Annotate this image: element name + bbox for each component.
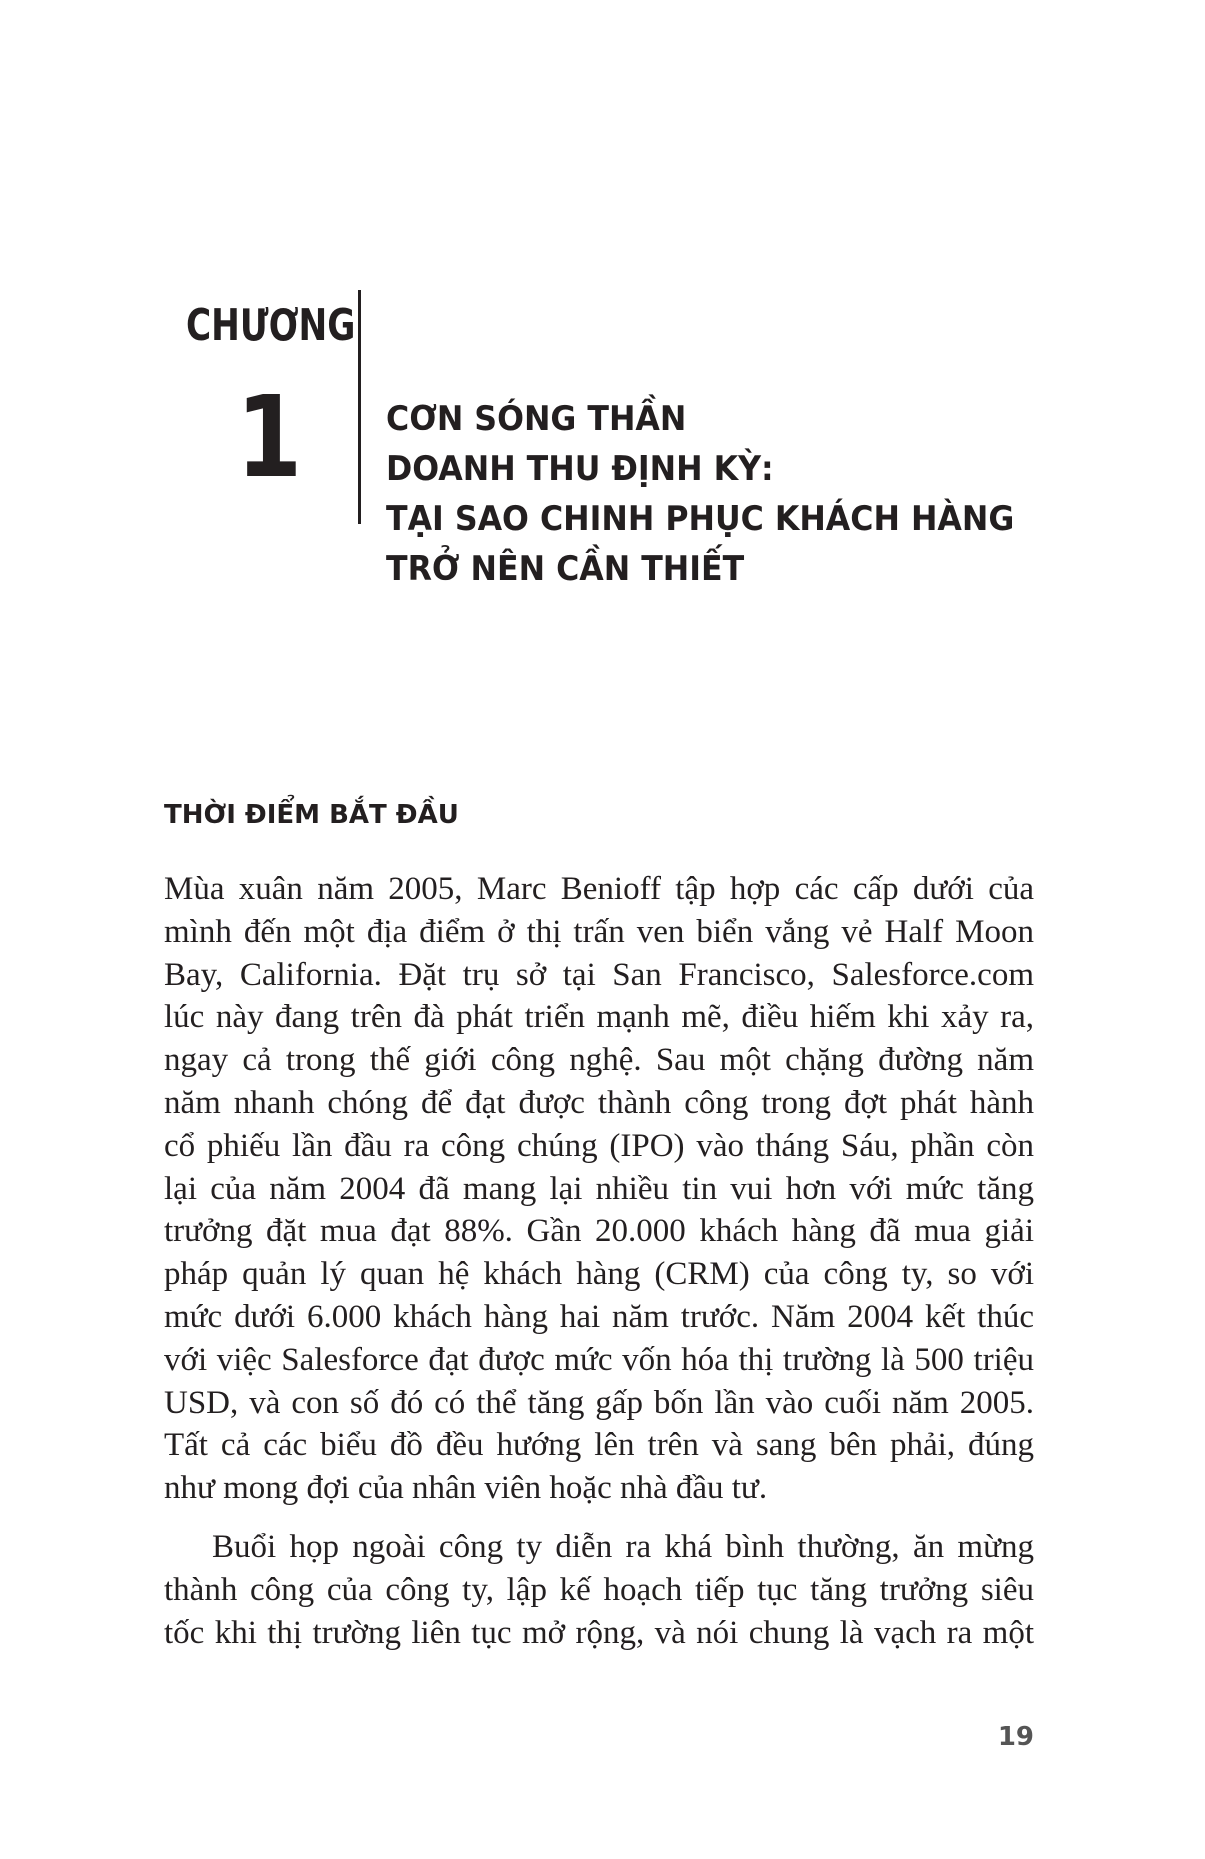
text-line: như mong đợi của nhân viên hoặc nhà đầu tư.	[164, 1470, 768, 1507]
text-line: trưởng đặt mua đạt 88%. Gần 20.000 khách hàng đã mua giải	[164, 1213, 1034, 1250]
text-line: mức dưới 6.000 khách hàng hai năm trước. Năm 2004 kết thúc	[164, 1298, 1034, 1335]
paragraph-2	[164, 1526, 1034, 1654]
chapter-number: 1	[236, 373, 303, 503]
text-line: tốc khi thị trường liên tục mở rộng, và nói chung là vạch ra một	[164, 1614, 1034, 1651]
text-line: Bay, California. Đặt trụ sở tại San Francisco, Salesforce.com	[164, 956, 1034, 993]
section-heading: THỜI ĐIỂM BẮT ĐẦU	[164, 800, 459, 830]
text-line: Mùa xuân năm 2005, Marc Benioff tập hợp các cấp dưới của	[164, 871, 1034, 907]
chapter-title-line: TRỞ NÊN CẦN THIẾT	[386, 549, 745, 589]
text-line: mình đến một địa điểm ở thị trấn ven biển vắng vẻ Half Moon	[164, 913, 1034, 950]
chapter-title	[386, 394, 1086, 594]
text-line: pháp quản lý quan hệ khách hàng (CRM) của công ty, so với	[164, 1256, 1034, 1293]
text-line: với việc Salesforce đạt được mức vốn hóa thị trường là 500 triệu	[164, 1341, 1034, 1378]
text-line: lại của năm 2004 đã mang lại nhiều tin vui hơn với mức tăng	[164, 1170, 1034, 1207]
text-line: cổ phiếu lần đầu ra công chúng (IPO) vào tháng Sáu, phần còn	[164, 1127, 1034, 1164]
paragraph-1	[164, 868, 1034, 1510]
chapter-title-line: DOANH THU ĐỊNH KỲ:	[386, 449, 774, 489]
text-line: Buổi họp ngoài công ty diễn ra khá bình thường, ăn mừng	[212, 1529, 1034, 1565]
chapter-title-line: TẠI SAO CHINH PHỤC KHÁCH HÀNG	[386, 499, 1015, 539]
chapter-title-line: CƠN SÓNG THẦN	[386, 399, 687, 439]
text-line: Tất cả các biểu đồ đều hướng lên trên và sang bên phải, đúng	[164, 1427, 1034, 1464]
text-line: thành công của công ty, lập kế hoạch tiếp tục tăng trưởng siêu	[164, 1571, 1034, 1608]
text-line: năm nhanh chóng để đạt được thành công trong đợt phát hành	[164, 1084, 1034, 1121]
chapter-label: CHƯƠNG	[186, 300, 356, 351]
text-line: lúc này đang trên đà phát triển mạnh mẽ, điều hiếm khi xảy ra,	[164, 999, 1034, 1036]
page-number: 19	[997, 1722, 1034, 1752]
text-line: ngay cả trong thế giới công nghệ. Sau một chặng đường năm	[164, 1042, 1034, 1079]
chapter-divider	[358, 290, 361, 524]
text-line: USD, và con số đó có thể tăng gấp bốn lần vào cuối năm 2005.	[164, 1384, 1034, 1421]
